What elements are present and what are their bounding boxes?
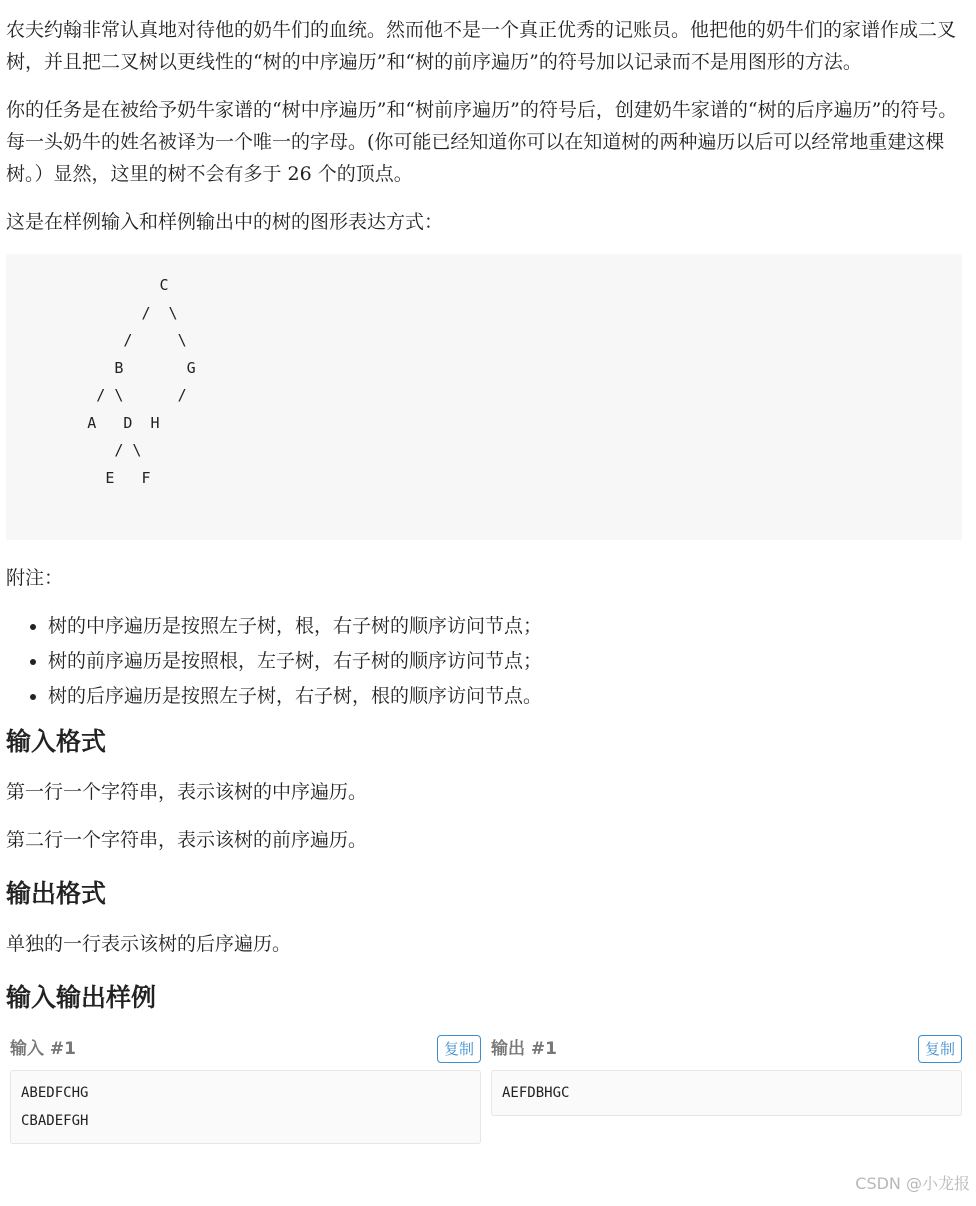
output-format-heading: 输出格式 — [6, 879, 107, 908]
sample-output-box — [491, 1070, 962, 1116]
input-format-line-1: 第一行一个字符串，表示该树的中序遍历。 — [6, 781, 368, 803]
description-paragraph-1: 农夫约翰非常认真地对待他的奶牛们的血统。然而他不是一个真正优秀的记账员。他把他的奶牛们的家谱作成二叉树，并且把二叉树以更线性的“树的中序遍历”和“树的前序遍历”的符号加以记录而不是用图形的方法。 — [6, 19, 957, 73]
description-paragraph-2: 你的任务是在被给予奶牛家谱的“树中序遍历”和“树前序遍历”的符号后，创建奶牛家谱的“树的后序遍历”的符号。每一头奶牛的姓名被译为一个唯一的字母。(你可能已经知道你可以在知道树的两种遍历以后可以经常地重建这棵树。）显然，这里的树不会有多于 26 个的顶点。 — [6, 99, 958, 185]
sample-input-box — [10, 1070, 481, 1144]
copy-input-button[interactable]: 复制 — [437, 1035, 481, 1063]
note-item-postorder: • 树的后序遍历是按照左子树，右子树，根的顺序访问节点。 — [48, 680, 962, 712]
sample-input-column — [10, 1032, 481, 1144]
note-item-preorder: • 树的前序遍历是按照根，左子树，右子树的顺序访问节点； — [48, 645, 962, 677]
tree-diagram: C / \ / \ B G / \ / A D H / \ E F — [87, 276, 196, 487]
sample-input-header — [10, 1032, 481, 1066]
description-paragraph-3: 这是在样例输入和样例输出中的树的图形表达方式： — [6, 211, 444, 233]
sample-output-header — [491, 1032, 962, 1066]
output-format-line-1: 单独的一行表示该树的后序遍历。 — [6, 933, 292, 955]
note-item-inorder: • 树的中序遍历是按照左子树，根，右子树的顺序访问节点； — [48, 610, 962, 642]
samples-container — [6, 1032, 962, 1144]
note-label: 附注： — [6, 567, 64, 589]
watermark: CSDN @小龙报 — [855, 1174, 970, 1193]
tree-diagram-block — [6, 254, 962, 540]
input-format-heading: 输入格式 — [6, 727, 107, 756]
notes-list — [6, 610, 962, 712]
sample-output-column — [491, 1032, 962, 1144]
copy-output-button[interactable]: 复制 — [918, 1035, 962, 1063]
input-format-line-2: 第二行一个字符串，表示该树的前序遍历。 — [6, 829, 368, 851]
sample-output-content: AEFDBHGC — [502, 1085, 570, 1101]
sample-input-title: 输入 #1 — [10, 1039, 76, 1059]
sample-output-title: 输出 #1 — [491, 1039, 557, 1059]
sample-input-content: ABEDFCHG CBADEFGH — [21, 1085, 89, 1129]
samples-heading: 输入输出样例 — [6, 983, 157, 1012]
